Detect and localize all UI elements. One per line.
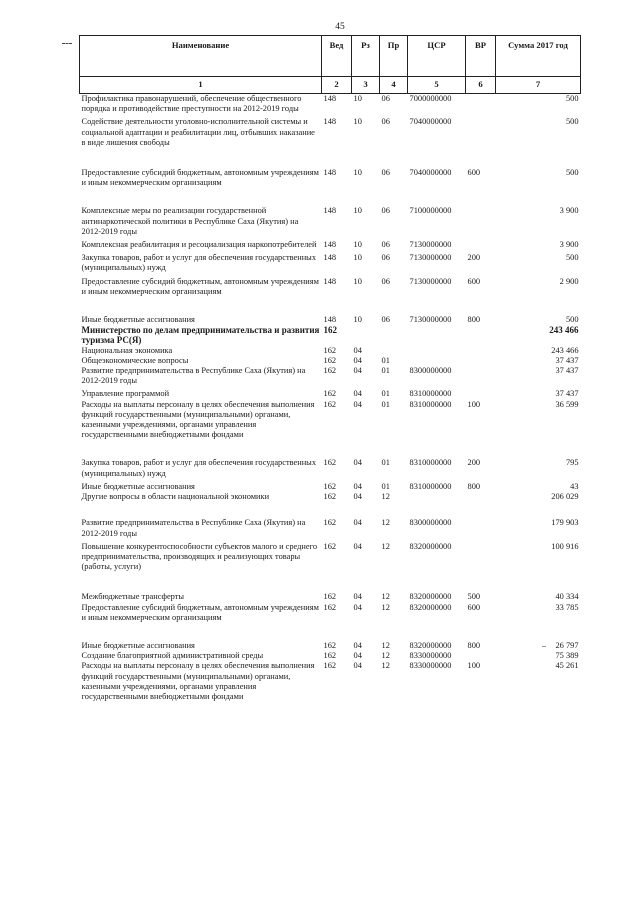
row-name: Предоставление субсидий бюджетным, автономным учреждениям и иным некоммерческим организациям <box>81 602 319 622</box>
row-name: Комплексные меры по реализации государственной антинаркотической политики в Республике Саха (Якутия) на 2012-2019 годы <box>81 206 299 236</box>
row-pr: 06 <box>381 315 390 325</box>
table-row <box>80 661 581 702</box>
row-csr: 7000000000 <box>409 94 452 103</box>
row-sum: 75 389 <box>555 651 579 661</box>
table-row <box>80 277 581 315</box>
row-ved: 162 <box>323 325 337 336</box>
row-vr: 500 <box>467 592 481 602</box>
row-pr: 06 <box>381 276 390 286</box>
table-row <box>80 366 581 389</box>
row-name: Иные бюджетные ассигнования <box>81 640 195 650</box>
header-csr: ЦСР <box>408 36 466 77</box>
row-pr: 01 <box>381 389 390 399</box>
row-sum: 500 <box>565 117 579 127</box>
row-csr: 8300000000 <box>409 518 452 528</box>
row-csr: 7100000000 <box>409 206 452 216</box>
row-name: Содействие деятельности уголовно-исполнительной системы и социальной адаптации и реабилитации лиц, отбывших наказание в виде лишения свободы <box>81 117 315 147</box>
row-ved: 148 <box>323 168 337 178</box>
row-name: Иные бюджетные ассигнования <box>81 315 195 325</box>
row-ved: 162 <box>323 355 337 365</box>
row-csr: 7040000000 <box>409 168 452 178</box>
row-pr: 12 <box>381 661 390 671</box>
row-pr: 01 <box>381 366 390 376</box>
row-ved: 148 <box>323 206 337 216</box>
header-rz: Рз <box>352 36 380 77</box>
column-number: 1 <box>80 77 322 94</box>
row-sum: 100 916 <box>551 541 579 551</box>
row-sum: 43 <box>570 481 579 491</box>
row-name: Расходы на выплаты персоналу в целях обеспечения выполнения функций государственными (муниципальными) органами, казенными учреждениями, органами управления государственными внебюджетными фондами <box>81 661 315 701</box>
table-row <box>80 400 581 459</box>
row-pr: 06 <box>381 240 390 250</box>
row-csr: 7130000000 <box>409 253 452 263</box>
row-ved: 162 <box>323 492 337 502</box>
row-vr <box>466 117 496 168</box>
margin-mark <box>62 43 72 45</box>
row-csr: 8330000000 <box>409 651 452 661</box>
column-number: 5 <box>408 77 466 94</box>
row-rz: 04 <box>353 492 362 502</box>
row-vr: 200 <box>467 458 481 468</box>
table-row <box>80 458 581 481</box>
row-rz: 04 <box>353 355 362 365</box>
header-ved: Вед <box>322 36 352 77</box>
row-vr: 600 <box>467 168 481 178</box>
row-ved: 162 <box>323 640 337 650</box>
row-sum: 45 261 <box>555 661 579 671</box>
column-number: 6 <box>466 77 496 94</box>
row-pr: 12 <box>381 602 390 612</box>
row-pr: 01 <box>381 355 390 365</box>
table-row <box>80 325 581 345</box>
row-sum: 795 <box>565 458 579 468</box>
row-csr: 7130000000 <box>409 315 452 325</box>
row-sum: 26 797 <box>555 640 579 650</box>
row-rz: 04 <box>353 481 362 491</box>
row-rz: 10 <box>353 117 362 127</box>
row-vr: 600 <box>467 276 481 286</box>
row-name: Общеэкономические вопросы <box>81 355 189 365</box>
table-row <box>80 117 581 168</box>
row-vr <box>466 240 496 253</box>
row-sum: 500 <box>565 94 579 103</box>
table-row <box>80 641 581 651</box>
row-ved: 162 <box>323 366 337 376</box>
row-vr <box>466 389 496 399</box>
row-rz: 10 <box>353 276 362 286</box>
row-vr <box>466 356 496 366</box>
row-name: Министерство по делам предпринимательства и развития туризма РС(Я) <box>81 325 320 346</box>
row-csr: 7130000000 <box>409 276 452 286</box>
row-ved: 162 <box>323 399 337 409</box>
row-ved: 162 <box>323 661 337 671</box>
row-sum: 3 900 <box>559 206 579 216</box>
row-name: Расходы на выплаты персоналу в целях обеспечения выполнения функций государственными (муниципальными) органами, казенными учреждениями, органами управления государственными внебюджетными фондами <box>81 399 315 440</box>
row-name: Предоставление субсидий бюджетным, автономным учреждениям и иным некоммерческим организациям <box>81 276 319 296</box>
row-rz: 10 <box>353 94 362 103</box>
row-rz: 04 <box>353 592 362 602</box>
table-header <box>80 36 581 94</box>
row-vr: 100 <box>467 661 481 671</box>
row-name: Повышение конкурентоспособности субъектов малого и среднего предпринимательства, производящих и реализующих товары (работы, услуги) <box>81 541 318 572</box>
row-rz: 04 <box>353 602 362 612</box>
row-pr: 12 <box>381 640 390 650</box>
row-vr: 800 <box>467 640 481 650</box>
table-row <box>80 482 581 492</box>
row-vr: 800 <box>467 315 481 325</box>
row-csr: 8320000000 <box>409 602 452 612</box>
column-number: 3 <box>352 77 380 94</box>
table-row <box>80 206 581 240</box>
row-sum: 36 599 <box>555 399 579 409</box>
row-sum: 37 437 <box>555 389 579 399</box>
row-csr: 8320000000 <box>409 541 452 551</box>
row-rz: 10 <box>353 240 362 250</box>
row-name: Предоставление субсидий бюджетным, автономным учреждениям и иным некоммерческим организациям <box>81 168 319 188</box>
row-pr: 12 <box>381 541 390 551</box>
row-vr <box>466 325 496 345</box>
row-ved: 162 <box>323 541 337 551</box>
row-csr: 8310000000 <box>409 399 452 409</box>
row-ved: 148 <box>323 240 337 250</box>
column-number: 7 <box>496 77 581 94</box>
row-rz: 04 <box>353 661 362 671</box>
row-ved: 162 <box>323 518 337 528</box>
row-csr <box>408 325 466 345</box>
row-ved: 162 <box>323 458 337 468</box>
row-name: Закупка товаров, работ и услуг для обеспечения государственных (муниципальных) нужд <box>81 458 317 478</box>
row-pr: 06 <box>381 206 390 216</box>
table-row <box>80 603 581 641</box>
row-ved: 148 <box>323 315 337 325</box>
table-row <box>80 346 581 356</box>
row-ved: 148 <box>323 253 337 263</box>
row-sum: 500 <box>565 253 579 263</box>
row-pr: 12 <box>381 592 390 602</box>
row-name: Создание благоприятной административной среды <box>81 651 264 661</box>
row-csr: 8310000000 <box>409 389 452 399</box>
row-vr: 200 <box>467 253 481 263</box>
row-vr: 100 <box>467 399 481 409</box>
row-pr <box>380 325 408 345</box>
row-rz: 04 <box>353 541 362 551</box>
row-ved: 148 <box>323 117 337 127</box>
row-sum: 500 <box>565 315 579 325</box>
row-ved: 162 <box>323 389 337 399</box>
row-csr: 8310000000 <box>409 458 452 468</box>
row-rz: 04 <box>353 366 362 376</box>
row-csr: 7130000000 <box>409 240 452 250</box>
row-sum: 206 029 <box>551 492 579 502</box>
row-name: Развитие предпринимательства в Республике Саха (Якутия) на 2012-2019 годы <box>81 518 306 538</box>
row-vr <box>466 542 496 593</box>
row-csr: 8310000000 <box>409 481 452 491</box>
row-csr: 7040000000 <box>409 117 452 127</box>
row-csr: 8300000000 <box>409 366 452 376</box>
row-pr: 01 <box>381 399 390 409</box>
table-row <box>80 389 581 399</box>
row-name: Иные бюджетные ассигнования <box>81 481 195 491</box>
row-sum: 2 900 <box>559 276 579 286</box>
table-row <box>80 542 581 593</box>
row-pr <box>380 346 408 356</box>
row-vr: 800 <box>467 481 481 491</box>
row-name: Комплексная реабилитация и ресоциализация наркопотребителей <box>81 240 317 250</box>
table-row <box>80 168 581 206</box>
column-number: 2 <box>322 77 352 94</box>
row-rz: 10 <box>353 168 362 178</box>
row-ved: 162 <box>323 651 337 661</box>
row-rz: 04 <box>353 518 362 528</box>
row-rz: 04 <box>353 651 362 661</box>
row-ved: 162 <box>323 592 337 602</box>
row-sum: 40 334 <box>555 592 579 602</box>
row-rz: 04 <box>353 458 362 468</box>
row-csr: 8330000000 <box>409 661 452 671</box>
row-pr: 12 <box>381 651 390 661</box>
row-vr: 600 <box>467 602 481 612</box>
row-name: Межбюджетные трансферты <box>81 592 185 602</box>
table-row <box>80 94 581 118</box>
row-vr <box>466 492 496 518</box>
table-row <box>80 492 581 518</box>
row-sum: 33 785 <box>555 602 579 612</box>
header-name: Наименование <box>80 36 322 77</box>
row-vr <box>466 206 496 240</box>
table-row <box>80 253 581 276</box>
row-pr: 06 <box>381 253 390 263</box>
row-rz: 04 <box>353 345 362 355</box>
row-pr: 06 <box>381 94 390 103</box>
row-name: Управление программой <box>81 389 170 399</box>
row-pr: 06 <box>381 168 390 178</box>
row-pr: 06 <box>381 117 390 127</box>
row-vr <box>466 346 496 356</box>
row-ved: 148 <box>323 276 337 286</box>
table-body <box>80 94 581 703</box>
row-pr: 01 <box>381 481 390 491</box>
page-number: 45 <box>335 22 345 32</box>
row-pr: 12 <box>381 518 390 528</box>
row-sum: 243 466 <box>549 325 579 336</box>
row-sum: 179 903 <box>551 518 579 528</box>
header-vr: ВР <box>466 36 496 77</box>
row-vr <box>466 366 496 389</box>
table-row <box>80 651 581 661</box>
table-row <box>80 240 581 253</box>
row-sum: 37 437 <box>555 355 579 365</box>
row-csr <box>408 356 466 366</box>
row-csr: 8320000000 <box>409 592 452 602</box>
row-rz: 04 <box>353 399 362 409</box>
row-name: Профилактика правонарушений, обеспечение общественного порядка и противодействие преступности на 2012-2019 годы <box>81 94 302 114</box>
row-sum: 3 900 <box>559 240 579 250</box>
row-rz: 10 <box>353 253 362 263</box>
row-sum: 243 466 <box>551 345 579 355</box>
row-vr <box>466 651 496 661</box>
column-number: 4 <box>380 77 408 94</box>
row-rz: 04 <box>353 389 362 399</box>
header-pr: Пр <box>380 36 408 77</box>
table-row <box>80 356 581 366</box>
row-csr <box>408 346 466 356</box>
row-ved: 148 <box>323 94 337 103</box>
row-ved: 162 <box>323 602 337 612</box>
row-vr <box>466 518 496 541</box>
budget-table <box>79 35 581 702</box>
row-name: Развитие предпринимательства в Республике Саха (Якутия) на 2012-2019 годы <box>81 366 306 386</box>
row-csr: 8320000000 <box>409 640 452 650</box>
row-vr <box>466 94 496 118</box>
row-pr: 12 <box>381 492 390 502</box>
row-name: Другие вопросы в области национальной экономики <box>81 492 270 502</box>
row-rz: 10 <box>353 315 362 325</box>
table-row <box>80 592 581 602</box>
row-rz: 04 <box>353 640 362 650</box>
row-name: Закупка товаров, работ и услуг для обеспечения государственных (муниципальных) нужд <box>81 253 317 273</box>
row-ved: 162 <box>323 481 337 491</box>
header-sum: Сумма 2017 год <box>496 36 581 77</box>
row-csr <box>408 492 466 518</box>
row-name: Национальная экономика <box>81 345 173 355</box>
row-ved: 162 <box>323 345 337 355</box>
table-row <box>80 518 581 541</box>
row-rz: 10 <box>353 206 362 216</box>
row-sum: 37 437 <box>555 366 579 376</box>
row-rz <box>352 325 380 345</box>
row-sum: 500 <box>565 168 579 178</box>
row-pr: 01 <box>381 458 390 468</box>
table-row <box>80 315 581 325</box>
